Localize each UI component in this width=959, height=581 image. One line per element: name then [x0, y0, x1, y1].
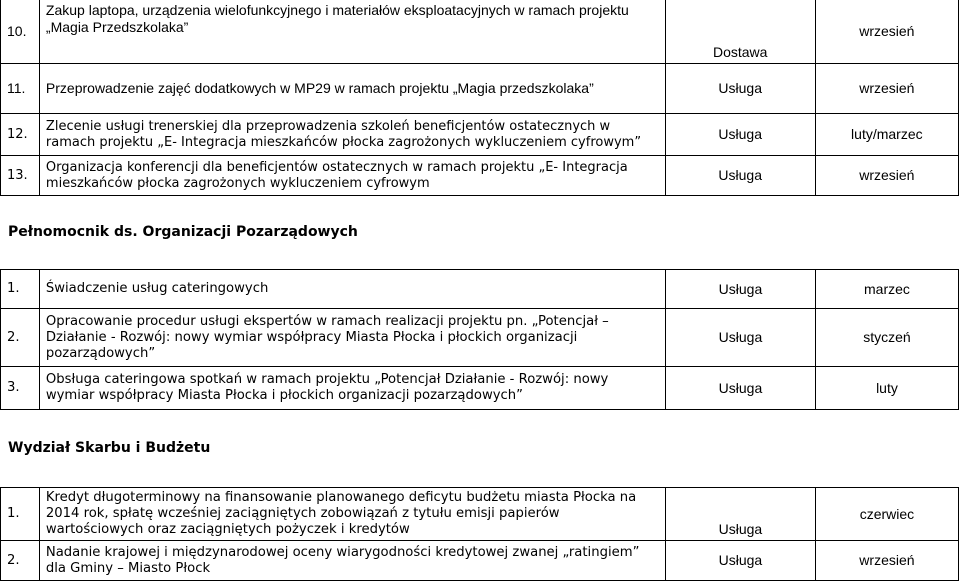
row-type: Usługa [666, 270, 816, 309]
table-row [1, 0, 959, 64]
section-heading-wydzial-skarbu: Wydział Skarbu i Budżetu [8, 440, 211, 456]
row-type: Usługa [665, 156, 815, 196]
table-row [1, 541, 959, 581]
row-description: Kredyt długoterminowy na finansowanie planowanego deficytu budżetu miasta Płocka na 2014 rok, spłatę wcześniej zaciągniętych zobowiązań z tytułu emisji papierów wartościowych oraz zaciągniętych pożyczek i kredytów [39, 488, 665, 541]
row-date: luty [815, 367, 958, 410]
table-row [1, 488, 959, 541]
row-number: 13. [1, 156, 40, 196]
row-date: luty/marzec [815, 114, 958, 156]
table-row [1, 114, 959, 156]
row-number: 12. [1, 114, 40, 156]
row-number: 1. [1, 488, 40, 541]
row-type: Usługa [665, 114, 815, 156]
row-date: marzec [815, 270, 958, 309]
row-description: Obsługa cateringowa spotkań w ramach projektu „Potencjał Działanie - Rozwój: nowy wymiar współpracy Miasta Płocka i płockich organizacji pozarządowych” [39, 367, 665, 410]
row-type: Usługa [666, 309, 816, 367]
row-number: 2. [1, 309, 40, 367]
section-heading-pelnomocnik: Pełnomocnik ds. Organizacji Pozarządowych [8, 224, 358, 240]
row-number: 1. [1, 270, 40, 309]
row-date: wrzesień [815, 0, 958, 64]
table-row [1, 367, 959, 410]
row-date: wrzesień [815, 64, 958, 114]
row-date: wrzesień [815, 541, 958, 581]
procurement-table-3 [0, 487, 959, 581]
row-type: Usługa [666, 367, 816, 410]
procurement-table-2 [0, 269, 959, 410]
row-type: Dostawa [665, 0, 815, 64]
procurement-table-1 [0, 0, 959, 196]
row-date: wrzesień [815, 156, 958, 196]
row-description: Przeprowadzenie zajęć dodatkowych w MP29 w ramach projektu „Magia przedszkolaka” [39, 64, 665, 114]
table-row [1, 270, 959, 309]
row-description: Świadczenie usług cateringowych [39, 270, 665, 309]
row-number: 3. [1, 367, 40, 410]
row-description: Opracowanie procedur usługi ekspertów w ramach realizacji projektu pn. „Potencjał – Działanie - Rozwój: nowy wymiar współpracy Miasta Płocka i płockich organizacji pozarządowych” [39, 309, 665, 367]
table-row [1, 309, 959, 367]
row-number: 2. [1, 541, 40, 581]
row-description: Zakup laptopa, urządzenia wielofunkcyjnego i materiałów eksploatacyjnych w ramach projektu „Magia Przedszkolaka” [39, 0, 665, 64]
table-row [1, 156, 959, 196]
row-type: Usługa [665, 64, 815, 114]
row-description: Organizacja konferencji dla beneficjentów ostatecznych w ramach projektu „E- Integracja mieszkańców płocka zagrożonych wykluczeniem cyfrowym [39, 156, 665, 196]
row-date: czerwiec [815, 488, 958, 541]
row-type: Usługa [665, 488, 815, 541]
row-description: Zlecenie usługi trenerskiej dla przeprowadzenia szkoleń beneficjentów ostatecznych w ramach projektu „E- Integracja mieszkańców płocka zagrożonych wykluczeniem cyfrowym” [39, 114, 665, 156]
row-date: styczeń [815, 309, 958, 367]
row-number: 11. [1, 64, 40, 114]
row-description: Nadanie krajowej i międzynarodowej oceny wiarygodności kredytowej zwanej „ratingiem” dla Gminy – Miasto Płock [39, 541, 665, 581]
row-type: Usługa [665, 541, 815, 581]
table-row [1, 64, 959, 114]
row-number: 10. [1, 0, 40, 64]
